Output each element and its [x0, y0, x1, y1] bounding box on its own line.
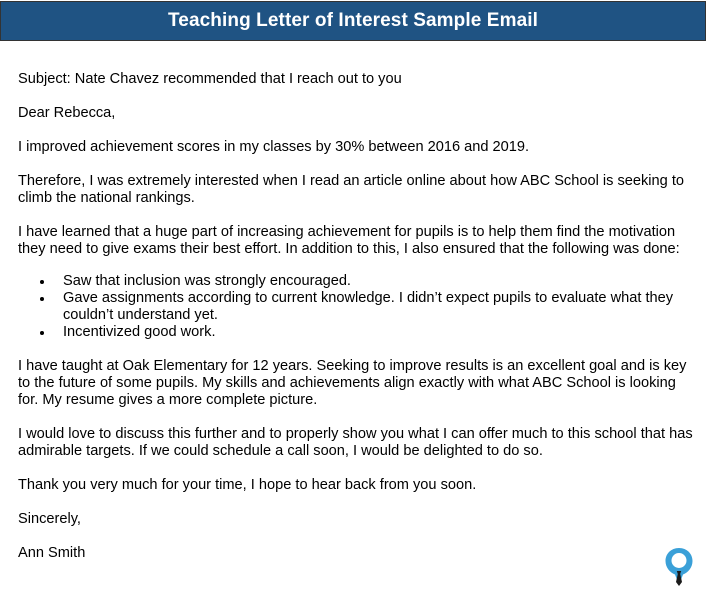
- letter-paragraph-1: I improved achievement scores in my classes by 30% between 2016 and 2019.: [18, 139, 530, 155]
- letter-closing: Sincerely,: [18, 511, 81, 527]
- location-pin-tie-icon: [664, 547, 694, 587]
- list-item: Incentivized good work.: [63, 324, 698, 341]
- letter-paragraph-6: Thank you very much for your time, I hope to hear back from you soon.: [18, 477, 477, 493]
- list-item: Gave assignments according to current knowledge. I didn’t expect pupils to evaluate what they couldn’t understand yet.: [63, 290, 698, 324]
- letter-signature: Ann Smith: [18, 545, 86, 561]
- letter-paragraph-4: I have taught at Oak Elementary for 12 years. Seeking to improve results is an excellent goal and is key to the future of some pupils. My skills and achievements align exactly with what ABC School is looking for. My resume gives a more complete picture.: [18, 358, 687, 408]
- letter-paragraph-3: I have learned that a huge part of increasing achievement for pupils is to help them find the motivation they need to give exams their best effort. In addition to this, I also ensured that the following was done:: [18, 224, 680, 257]
- achievement-list: [18, 273, 698, 341]
- page-title: Teaching Letter of Interest Sample Email: [167, 10, 539, 31]
- letter-greeting: Dear Rebecca,: [18, 105, 116, 121]
- list-item: Saw that inclusion was strongly encouraged.: [63, 273, 698, 290]
- letter-subject: Subject: Nate Chavez recommended that I reach out to you: [18, 71, 402, 87]
- letter-paragraph-5: I would love to discuss this further and to properly show you what I can offer much to this school that has admirable targets. If we could schedule a call soon, I would be delighted to do so.: [18, 426, 693, 459]
- title-banner: [0, 1, 706, 41]
- letter-paragraph-2: Therefore, I was extremely interested when I read an article online about how ABC School is seeking to climb the national rankings.: [18, 173, 684, 206]
- letter-body: [18, 71, 698, 562]
